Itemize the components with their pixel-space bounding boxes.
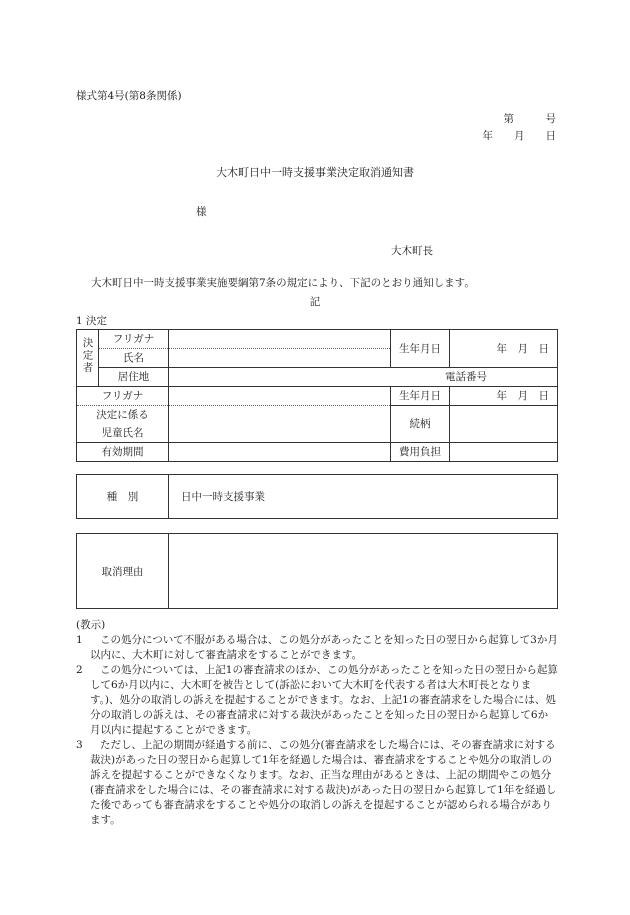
relation-label: 続柄 [391,406,450,443]
kind-box [76,474,558,519]
decider-label: 決定者 [81,336,94,375]
child-name-field[interactable] [169,406,391,443]
cost-burden-field[interactable] [450,443,558,462]
kind-value: 日中一時支援事業 [181,491,265,503]
issuer-name: 大木町長 [391,245,433,257]
note-num: 2 [76,664,83,676]
child-birthdate-field[interactable]: 年 月 日 [450,387,558,406]
note-text: ただし、上記の期間が経過する前に、この処分(審査請求をした場合には、その審査請求に対する裁決)があった日の翌日から起算して1年を経過した場合は、審査請求をすることや処分の取消しの訴えを提起することができなくなります。なお、正当な理由があるときは、上記の期間やこの処分(審査請求をした場合には、その審査請求に対する裁決)があった日の翌日から起算して1年を経過した後であっても審査請求をすることや処分の取消しの訴えを提起することが認められる場合があります。 [90,739,557,826]
relation-field[interactable] [450,406,558,443]
section1-label: 1 決定 [76,315,108,327]
reason-field[interactable] [169,534,557,608]
child-label-line1: 決定に係る [96,409,149,421]
issue-date: 年 月 日 [482,130,556,142]
kind-label: 種 別 [106,491,139,503]
child-label-line2: 児童氏名 [101,427,144,439]
kind-label-cell [77,475,169,518]
child-birthdate-label: 生年月日 [391,387,450,406]
ki-label: 記 [309,296,321,308]
furigana-field[interactable] [169,330,391,349]
note-item-3 [76,738,558,828]
document-number: 第 号 [503,113,556,125]
intro-text: 大木町日中一時支援事業実施要綱第7条の規定により、下記のとおり通知します。 [91,277,475,289]
cost-burden-label: 費用負担 [391,443,450,462]
note-text: この処分については、上記1の審査請求のほか、この処分があったことを知った日の翌日から起算して6か月以内に、大木町を被告として(訴訟において大木町を代表する者は大木町長となります。)、処分の取消しの訴えを提起することができます。なお、上記1の審査請求をした場合には、処分の取消しの訴えは、その審査請求に対する裁決があったことを知った日の翌日から起算して6か月以内に提起することができます。 [90,664,558,736]
valid-period-field[interactable] [169,443,391,462]
child-furigana-label: フリガナ [77,387,169,406]
phone-label: 電話番号 [445,371,487,383]
note-num: 1 [76,634,83,646]
kind-value-cell [181,475,265,518]
address-label: 居住地 [99,368,169,387]
reason-label: 取消理由 [101,565,144,578]
birthdate-field[interactable]: 年 月 日 [450,330,558,368]
name-field[interactable] [169,349,391,368]
decision-table [76,329,558,462]
note-item-1 [76,633,558,663]
child-name-label [77,406,169,443]
decider-label-cell [77,330,99,387]
notes-heading: (教示) [76,619,106,631]
reason-label-cell [77,534,169,608]
name-label: 氏名 [99,349,169,368]
child-furigana-field[interactable] [169,387,391,406]
document-title: 大木町日中一時支援事業決定取消通知書 [216,166,414,179]
valid-period-label: 有効期間 [77,443,169,462]
furigana-label: フリガナ [99,330,169,349]
birthdate-label: 生年月日 [391,330,450,368]
address-field[interactable] [169,368,558,387]
note-item-2 [76,663,558,738]
notes-section [76,618,558,828]
reason-box [76,533,558,609]
note-num: 3 [76,739,83,751]
form-number: 様式第4号(第8条関係) [76,90,182,102]
addressee-suffix: 様 [196,206,207,218]
note-text: この処分について不服がある場合は、この処分があったことを知った日の翌日から起算して3か月以内に、大木町に対して審査請求をすることができます。 [90,634,558,661]
